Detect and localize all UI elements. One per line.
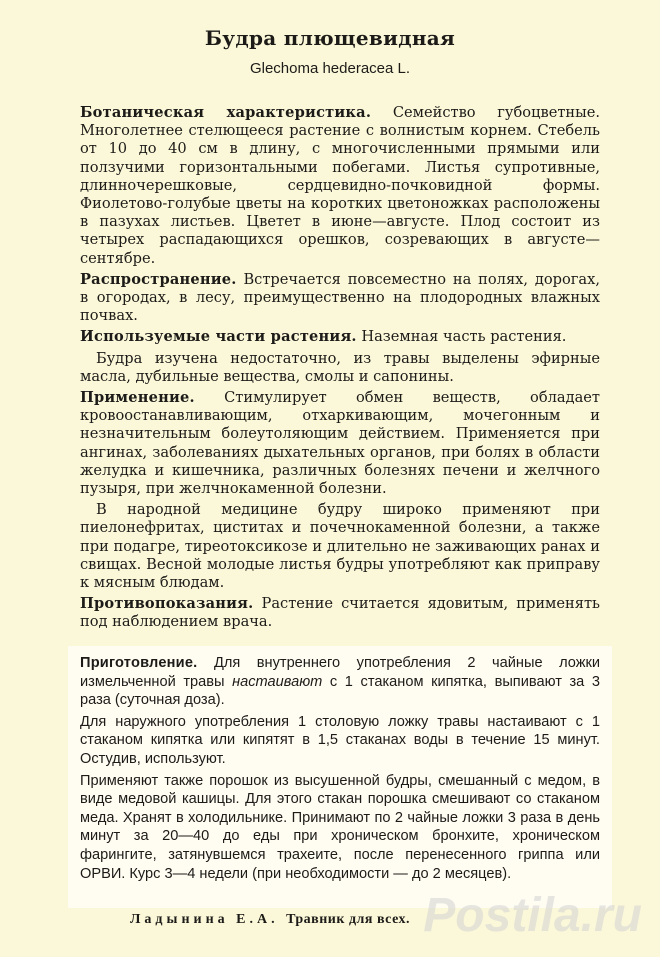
latin-name: Glechoma hederacea L. [249,60,411,77]
footer-author: Ладынина Е.А. [130,912,279,927]
distribution-paragraph [80,271,600,326]
distribution-heading: Распространение. [80,270,237,288]
contra-text: Растение считается ядовитым, применять под наблюдением врача. [80,595,600,631]
parts-paragraph [80,328,600,346]
prep-paragraph-3: Применяют также порошок из высушенной будры, смешанный с медом, в виде медовой кашицы. Для этого стакан порошка смешивают со стаканом меда. Хранят в холодильнике. Принимают по 2 чайные ложки 3 раза в день минут за 20—40 до еды при хроническом бронхите, хроническом фарингите, затянувшемся трахеите, после перенесенного гриппа или ОРВИ. Курс 3—4 недели (при необходимости — до 2 месяцев). [80,772,600,882]
botanical-text: Семейство губоцветные. Многолетнее стелющееся растение с волнистым корнем. Стебель от 10 до 40 см в длину, с многочисленными прямыми или ползучими горизонтальными побегами. Листья супротивные, длинночерешковые, сердцевидно-почковидной формы. Фиолетово-голубые цветы на коротких цветоножках расположены в пазухах листьев. Цветет в июне—августе. Плод состоит из четырех распадающихся орешков, созревающих в августе—сентябре. [80,104,601,267]
usage-heading: Применение. [80,389,195,407]
footer-book: Травник для всех. [286,912,411,927]
parts-text: Наземная часть растения. [361,328,567,346]
usage-text: Стимулирует обмен веществ, обладает кровоостанавливающим, отхаркивающим, мочегонным и незначительным болеутоляющим действием. Применяется при ангинах, заболеваниях дыхательных органов, при болях в области желудка и кишечника, различных болезнях печени и желчного пузыря, при желчнокаменной болезни. [80,389,600,498]
prep-text-a: Для внутреннего употребления 2 чайные ложки измельченной травы [80,655,601,690]
prep-heading: Приготовление. [80,655,198,671]
parts-heading: Используемые части растения. [80,328,357,346]
parts-paragraph-2: Будра изучена недостаточно, из травы выделены эфирные масла, дубильные вещества, смолы и сапонины. [80,349,600,385]
usage-paragraph-2: В народной медицине будру широко применяют при пиелонефритах, циститах и почечнокаменной болезни, а также при подагре, тиреотоксикозе и длительно не заживающих ранах и свищах. Весной молодые листья будры употребляют как приправу к мясным блюдам. [80,501,600,592]
preparation-section [80,654,600,886]
article-body [80,104,600,635]
page-title: Будра плющевидная [204,26,456,50]
prep-paragraph [80,654,600,710]
distribution-text: Встречается повсеместно на полях, дорогах, в огородах, в лесу, преимущественно на плодородных влажных почвах. [80,270,601,325]
prep-text-b: с 1 стаканом кипятка, выпивают за 3 раза (суточная доза). [80,673,600,709]
contra-paragraph [80,595,600,631]
watermark: Postila.ru [423,889,642,942]
prep-text-italic: настаивают [232,673,323,690]
botanical-heading: Ботаническая характеристика. [80,104,372,121]
prep-paragraph-2: Для наружного употребления 1 столовую ложку травы настаивают с 1 стаканом кипятка или кипятят в 1,5 стаканах воды в течение 15 минут. Остудив, используют. [80,713,600,767]
usage-paragraph [80,389,600,498]
botanical-paragraph [80,104,600,268]
contra-heading: Противопоказания. [80,595,254,613]
